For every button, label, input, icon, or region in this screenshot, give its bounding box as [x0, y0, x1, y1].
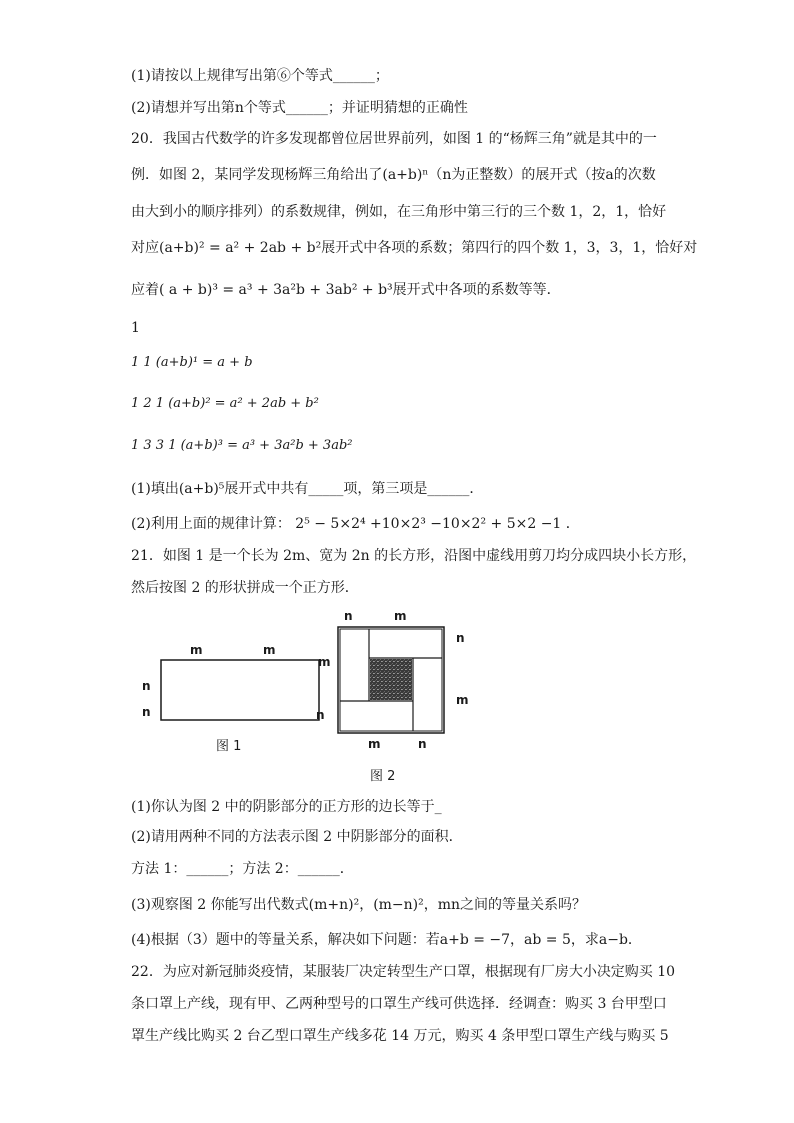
- q20-line2: 例．如图 2，某同学发现杨辉三角给出了(a+b)ⁿ（n为正整数）的展开式（按a的次数: [131, 167, 656, 183]
- fig2-top-label-n: n: [344, 609, 353, 623]
- q19-part1: (1)请按以上规律写出第⑥个等式______；: [131, 68, 389, 84]
- fig2-right-label-m: m: [456, 693, 469, 707]
- q21-part2: (2)请用两种不同的方法表示图 2 中阴影部分的面积．: [131, 829, 463, 845]
- q20-line4: 对应(a+b)² = a² + 2ab + b²展开式中各项的系数；第四行的四个数 1，3，3，1，恰好对: [131, 240, 698, 256]
- q22-line2: 条口罩上产线，现有甲、乙两种型号的口罩生产线可供选择．经调查：购买 3 台甲型口: [131, 996, 667, 1012]
- fig2-bottom-label-n: n: [418, 737, 427, 751]
- q19-part2: (2)请想并写出第n个等式______；并证明猜想的正确性: [131, 100, 468, 116]
- triangle-row1: 1: [131, 320, 140, 336]
- figure-2: [330, 605, 480, 785]
- fig2-caption: 图 2: [370, 769, 396, 784]
- triangle-row2: 1 1 (a+b)¹ = a + b: [131, 355, 253, 370]
- q20-line3: 由大到小的顺序排列）的系数规律，例如，在三角形中第三行的三个数 1，2，1，恰好: [131, 204, 667, 220]
- q20-line5: 应着( a + b)³ = a³ + 3a²b + 3ab² + b³展开式中各项的系数等等．: [131, 282, 561, 298]
- q21-part4: (4)根据（3）题中的等量关系，解决如下问题：若a+b = −7，ab = 5，求a−b．: [131, 932, 642, 948]
- figure-1: [130, 635, 340, 765]
- triangle-row3: 1 2 1 (a+b)² = a² + 2ab + b²: [131, 396, 319, 411]
- q21-part3: (3)观察图 2 你能写出代数式(m+n)²，(m−n)²，mn之间的等量关系吗？: [131, 897, 587, 913]
- fig2-bottom-label-m: m: [368, 737, 381, 751]
- q21-part1: (1)你认为图 2 中的阴影部分的正方形的边长等于_: [131, 799, 442, 815]
- fig1-left-label-1: n: [142, 679, 151, 693]
- fig1-top-label-1: m: [190, 643, 203, 657]
- fig2-right-label-n: n: [456, 631, 465, 645]
- q20-part1: (1)填出(a+b)⁵展开式中共有_____项，第三项是______．: [131, 481, 484, 497]
- q21-line2: 然后按图 2 的形状拼成一个正方形．: [131, 580, 359, 596]
- q20-line1: 20．我国古代数学的许多发现都曾位居世界前列，如图 1 的“杨辉三角”就是其中的一: [131, 131, 657, 147]
- fig1-right-label: m: [318, 655, 331, 669]
- fig1-top-label-2: m: [263, 643, 276, 657]
- q20-part2: (2)利用上面的规律计算： 2⁵ − 5×2⁴ +10×2³ −10×2² + 5×2 −1 ．: [131, 516, 580, 532]
- figure-2-square: [330, 605, 480, 745]
- fig2-top-label-m: m: [394, 609, 407, 623]
- triangle-row4: 1 3 3 1 (a+b)³ = a³ + 3a²b + 3ab²: [131, 438, 353, 453]
- fig1-caption: 图 1: [216, 739, 242, 754]
- fig1-right-bottom-label: n: [316, 708, 325, 722]
- q22-line3: 罩生产线比购买 2 台乙型口罩生产线多花 14 万元，购买 4 条甲型口罩生产线与购买 5: [131, 1028, 669, 1044]
- fig1-left-label-2: n: [142, 705, 151, 719]
- q21-part2-methods: 方法 1：______；方法 2：______．: [131, 861, 354, 877]
- q22-line1: 22．为应对新冠肺炎疫情，某服装厂决定转型生产口罩，根据现有厂房大小决定购买 10: [131, 964, 676, 980]
- shaded-square: [370, 659, 412, 700]
- q21-line1: 21．如图 1 是一个长为 2m、宽为 2n 的长方形，沿图中虚线用剪刀均分成四块小长方形，: [131, 548, 697, 564]
